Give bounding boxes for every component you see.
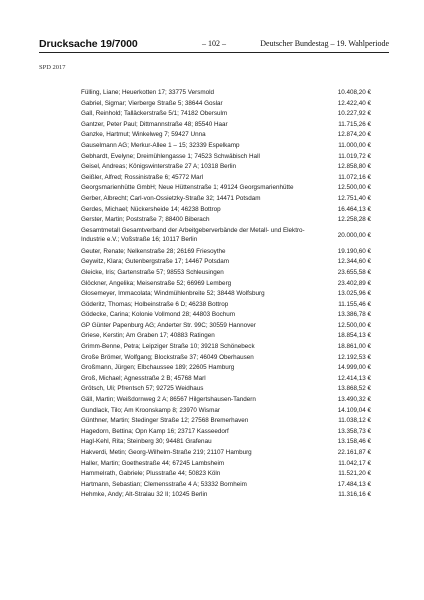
document-prefix: Drucksache 19/ (39, 38, 115, 50)
donation-entry (81, 363, 371, 374)
donation-entry (81, 406, 371, 417)
donor-name-address: Fülling, Liane; Heuerkotten 17; 33775 Versmold (81, 89, 215, 96)
donor-name-address: Große Brömer, Wolfgang; Blockstraße 37; 46049 Oberhausen (81, 353, 254, 361)
donor-name-address: Geißler, Alfred; Rossinistraße 6; 45772 Marl (81, 173, 204, 181)
donation-entry (81, 226, 371, 247)
donor-name-address: GP Günter Papenburg AG; Anderter Str. 99C; 30559 Hannover (81, 321, 256, 329)
donor-name-address: Günthner, Martin; Stedinger Straße 12; 27568 Bremerhaven (81, 417, 249, 425)
donation-entry (81, 331, 371, 342)
donation-amount: 12.874,20 € (337, 131, 371, 139)
donation-amount: 12.344,60 € (337, 258, 371, 266)
donation-amount: 12.751,40 € (337, 194, 371, 202)
donor-name-address: Gebhardt, Evelyne; Dreimühlengasse 1; 74523 Schwäbisch Hall (81, 152, 260, 160)
donation-entry (81, 310, 371, 321)
donor-name-address: Gabriel, Sigmar; Vierberge Straße 5; 38644 Goslar (81, 99, 223, 107)
page-number: – 102 – (202, 39, 226, 48)
donor-name-address: Grötsch, Uli; Pfrentsch 57; 92725 Weidhaus (81, 385, 204, 393)
donor-name-address: Gleicke, Iris; Gartenstraße 57; 98553 Schleusingen (81, 268, 224, 276)
donation-entry (81, 152, 371, 163)
donation-entry (81, 99, 371, 110)
donation-amount: 12.422,40 € (337, 99, 371, 107)
donation-amount: 12.500,00 € (337, 184, 371, 192)
donation-entry (81, 205, 371, 216)
donation-entry (81, 427, 371, 438)
donation-entry (81, 448, 371, 459)
donor-name-address: Göderitz, Thomas; Holbeinstraße 6 D; 46238 Bottrop (81, 300, 229, 308)
donor-name-address: Ganzke, Hartmut; Winkelweg 7; 59427 Unna (81, 131, 206, 139)
donation-entry (81, 342, 371, 353)
donation-amount: 11.019,72 € (338, 152, 371, 160)
parliament-title: Deutscher Bundestag – 19. Wahlperiode (260, 39, 389, 48)
donor-name-address: Gödecke, Carina; Kolonie Vollmond 28; 44803 Bochum (81, 311, 236, 319)
donor-name-address: Gerster, Martin; Poststraße 7; 88400 Biberach (81, 216, 210, 224)
donation-amount: 13.158,46 € (337, 438, 371, 446)
donation-amount: 18.854,13 € (337, 332, 371, 340)
donation-amount: 13.386,78 € (337, 311, 371, 319)
donation-amount: 14.109,04 € (337, 406, 371, 414)
donation-entry (81, 268, 371, 279)
donation-amount: 11.038,12 € (338, 417, 371, 425)
donor-name-address: Geywitz, Klara; Gutenbergstraße 17; 14467 Potsdam (81, 258, 230, 266)
donation-amount: 11.042,17 € (338, 459, 371, 467)
donation-entry (81, 490, 371, 501)
donation-amount: 16.464,13 € (337, 205, 371, 213)
donor-name-address: Hartmann, Sebastian; Clemensstraße 4 A; 53332 Bornheim (81, 480, 247, 488)
donation-entry (81, 416, 371, 427)
donation-amount: 18.861,00 € (337, 343, 371, 351)
donation-entry (81, 257, 371, 268)
donor-name-address: Griese, Kerstin; Am Graben 17; 40883 Ratingen (81, 332, 215, 340)
donor-name-address: Geisel, Andreas; Königswinterstraße 27 A; 10318 Berlin (81, 163, 237, 171)
donation-entry (81, 247, 371, 258)
donation-entry (81, 480, 371, 491)
donor-name-address: Hagl-Kehl, Rita; Steinberg 30; 94481 Grafenau (81, 438, 212, 446)
donation-amount: 13.490,32 € (337, 396, 371, 404)
donation-entry (81, 289, 371, 300)
donation-entry (81, 88, 371, 99)
donation-entry (81, 162, 371, 173)
donor-name-address: Hagedorn, Bettina; Opn Kamp 16; 23717 Kasseedorf (81, 427, 229, 435)
donation-amount: 10.227,92 € (337, 110, 371, 118)
donation-entry (81, 395, 371, 406)
donation-entry (81, 300, 371, 311)
donation-amount: 12.500,00 € (337, 321, 371, 329)
donation-amount: 20.000,00 € (337, 231, 371, 239)
donation-amount: 10.408,20 € (337, 89, 371, 96)
donation-list (81, 88, 371, 501)
donation-entry (81, 353, 371, 364)
donation-amount: 11.316,16 € (338, 491, 371, 499)
donation-amount: 12.258,28 € (337, 216, 371, 224)
document-number: 7000 (114, 38, 138, 50)
donor-name-address: Gall, Reinhold; Talläckerstraße 5/1; 74182 Obersulm (81, 110, 228, 118)
donation-amount: 12.414,13 € (337, 374, 371, 382)
donor-name-address: Glosemeyer, Immacolata; Windmühlenbreite 52; 38448 Wolfsburg (81, 290, 265, 298)
donation-amount: 23.655,58 € (337, 268, 371, 276)
page-header (39, 38, 389, 53)
donation-amount: 19.190,60 € (337, 247, 371, 255)
donor-name-address: Gesamtmetall Gesamtverband der Arbeitgeberverbände der Metall- und Elektro-Industrie e.V.; Voßstraße 16; 10117 Berlin (81, 226, 305, 243)
donor-name-address: Groß, Michael; Agnesstraße 2 B; 45768 Marl (81, 374, 206, 382)
donation-amount: 22.161,87 € (337, 449, 371, 456)
donation-entry (81, 130, 371, 141)
donation-amount: 13.868,52 € (337, 385, 371, 393)
donation-entry (81, 279, 371, 290)
donation-entry (81, 109, 371, 120)
donation-amount: 11.715,26 € (338, 120, 371, 128)
donation-entry (81, 437, 371, 448)
donor-name-address: Gantzer, Peter Paul; Dittmannstraße 48; 85540 Haar (81, 120, 228, 128)
donor-name-address: Gerber, Albrecht; Carl-von-Ossietzky-Straße 32; 14471 Potsdam (81, 194, 261, 202)
donation-amount: 11.521,20 € (338, 470, 371, 478)
donation-amount: 12.192,53 € (337, 353, 371, 361)
donation-entry (81, 215, 371, 226)
donation-amount: 11.072,16 € (338, 173, 371, 181)
donation-amount: 11.000,00 € (338, 141, 371, 149)
donation-entry (81, 321, 371, 332)
donor-name-address: Gäll, Martin; Weißdornweg 2 A; 86567 Hilgertshausen-Tandern (81, 396, 256, 404)
donation-amount: 14.999,00 € (337, 364, 371, 372)
donor-name-address: Glöckner, Angelika; Meisenstraße 52; 66969 Lemberg (81, 279, 232, 287)
donation-entry (81, 374, 371, 385)
donor-name-address: Gauselmann AG; Merkur-Allee 1 – 15; 32339 Espelkamp (81, 141, 240, 149)
donation-entry (81, 183, 371, 194)
donation-amount: 12.858,80 € (337, 163, 371, 171)
donation-entry (81, 173, 371, 184)
donor-name-address: Geuter, Renate; Nelkenstraße 28; 26169 Friesoythe (81, 247, 226, 255)
donation-entry (81, 384, 371, 395)
party-label: SPD 2017 (39, 64, 66, 71)
donation-entry (81, 459, 371, 470)
donation-amount: 11.155,46 € (338, 300, 371, 308)
donor-name-address: Gerdes, Michael; Nückersheide 14; 46238 Bottrop (81, 205, 221, 213)
donor-name-address: Hammelrath, Gabriele; Plusstraße 44; 50823 Köln (81, 470, 221, 478)
donation-entry (81, 120, 371, 131)
donor-name-address: Haller, Martin; Goethestraße 44; 67245 Lambsheim (81, 459, 225, 467)
donation-amount: 13.025,96 € (337, 290, 371, 298)
donor-name-address: Hehmke, Andy; Alt-Stralau 32 II; 10245 Berlin (81, 491, 208, 499)
donor-name-address: Grimm-Benne, Petra; Leipziger Straße 10; 39218 Schönebeck (81, 343, 255, 351)
donation-amount: 23.402,89 € (337, 279, 371, 287)
document-title (39, 38, 138, 50)
donor-name-address: Hakverdi, Metin; Georg-Wilhelm-Straße 219; 21107 Hamburg (81, 449, 252, 456)
donor-name-address: Großmann, Jürgen; Elbchaussee 189; 22605 Hamburg (81, 364, 235, 372)
donor-name-address: Gundlack, Tilo; Am Kroonskamp 8; 23970 Wismar (81, 406, 220, 414)
donor-name-address: Georgsmarienhütte GmbH; Neue Hüttenstraße 1; 49124 Georgsmarienhütte (81, 184, 294, 192)
donation-amount: 13.358,73 € (337, 427, 371, 435)
donation-entry (81, 194, 371, 205)
donation-amount: 17.484,13 € (337, 480, 371, 488)
donation-entry (81, 469, 371, 480)
donation-entry (81, 141, 371, 152)
